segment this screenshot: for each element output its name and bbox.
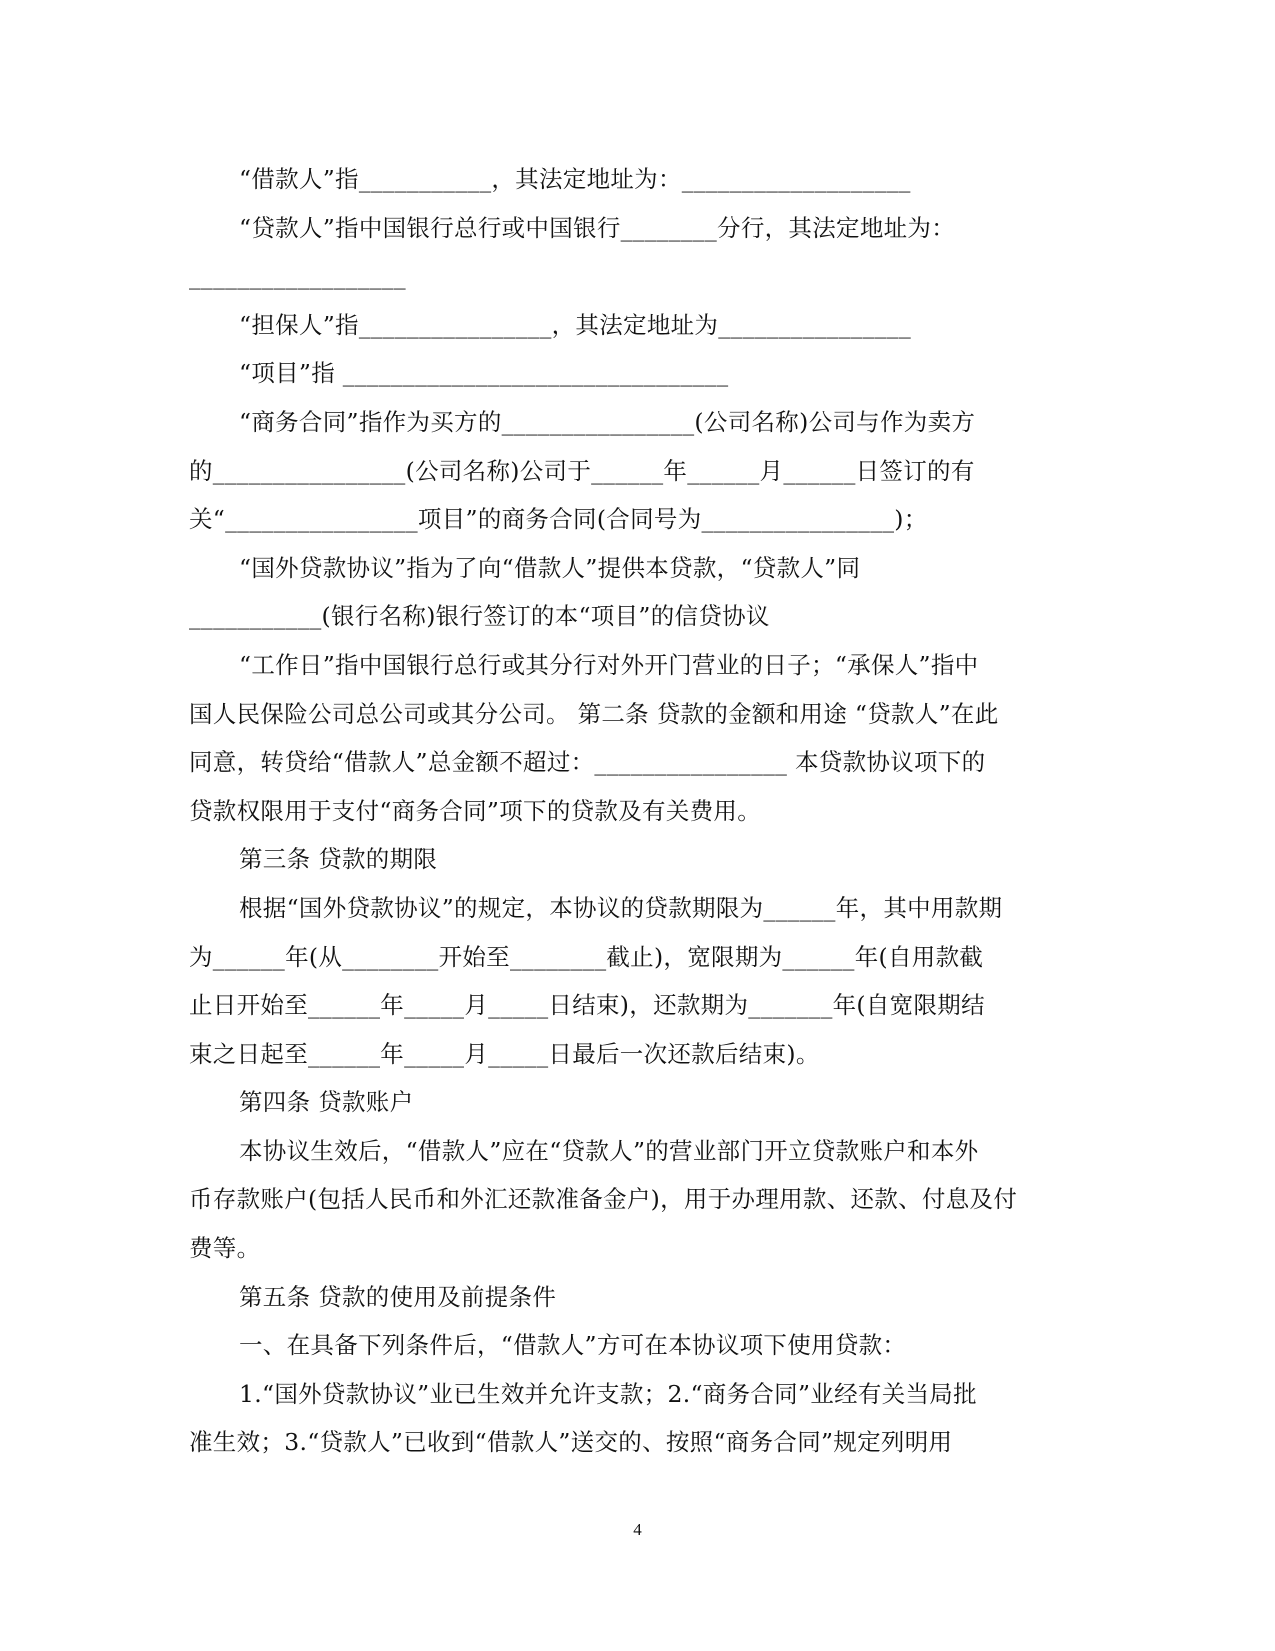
page-number: 4 <box>633 1520 642 1539</box>
text-line: 费等。 <box>189 1234 261 1263</box>
text-line: 同意，转贷给“借款人”总金额不超过：________________ 本贷款协议项下的 <box>189 748 986 777</box>
text-line: 的________________(公司名称)公司于______年______月______日签订的有 <box>189 456 975 485</box>
text-line: 国人民保险公司总公司或其分公司。 第二条 贷款的金额和用途 “贷款人”在此 <box>189 699 999 728</box>
text-line: 束之日起至______年_____月_____日最后一次还款后结束)。 <box>189 1039 820 1068</box>
definition-borrower: “借款人”指___________，其法定地址为：___________________ <box>239 165 911 193</box>
article-3-body: 根据“国外贷款协议”的规定，本协议的贷款期限为______年，其中用款期 <box>239 893 1003 922</box>
definition-lender-address-blank: __________________ <box>189 262 406 291</box>
text-line: 贷款权限用于支付“商务合同”项下的贷款及有关费用。 <box>189 796 762 825</box>
document-body <box>189 155 1084 1467</box>
text-line: 币存款账户(包括人民币和外汇还款准备金户)，用于办理用款、还款、付息及付 <box>189 1185 1018 1214</box>
article-4-heading: 第四条 贷款账户 <box>239 1088 414 1117</box>
article-4-body: 本协议生效后，“借款人”应在“贷款人”的营业部门开立贷款账户和本外 <box>239 1136 979 1165</box>
definition-project: “项目”指 ________________________________ <box>239 359 729 388</box>
definition-working-day: “工作日”指中国银行总行或其分行对外开门营业的日子；“承保人”指中 <box>239 650 979 679</box>
article-5-conditions: 1.“国外贷款协议”业已生效并允许支款；2.“商务合同”业经有关当局批 <box>239 1379 977 1408</box>
article-3-heading: 第三条 贷款的期限 <box>239 845 438 874</box>
text-line: 止日开始至______年_____月_____日结束)，还款期为_______年(自宽限期结 <box>189 991 985 1020</box>
text-line: 为______年(从________开始至________截止)，宽限期为______年(自用款截 <box>189 942 984 971</box>
article-5-clause-1: 一、在具备下列条件后，“借款人”方可在本协议项下使用贷款： <box>239 1331 907 1360</box>
definition-guarantor: “担保人”指________________，其法定地址为________________ <box>239 310 912 339</box>
definition-commercial-contract: “商务合同”指作为买方的________________(公司名称)公司与作为卖方 <box>239 407 976 436</box>
definition-lender: “贷款人”指中国银行总行或中国银行________分行，其法定地址为： <box>239 213 956 242</box>
text-line: 准生效；3.“贷款人”已收到“借款人”送交的、按照“商务合同”规定列明用 <box>189 1428 953 1457</box>
text-line: ___________(银行名称)银行签订的本“项目”的信贷协议 <box>189 602 770 631</box>
text-line: 关“________________项目”的商务合同(合同号为________________)； <box>189 505 928 534</box>
definition-foreign-loan-agreement: “国外贷款协议”指为了向“借款人”提供本贷款，“贷款人”同 <box>239 553 861 582</box>
article-5-heading: 第五条 贷款的使用及前提条件 <box>239 1282 557 1311</box>
